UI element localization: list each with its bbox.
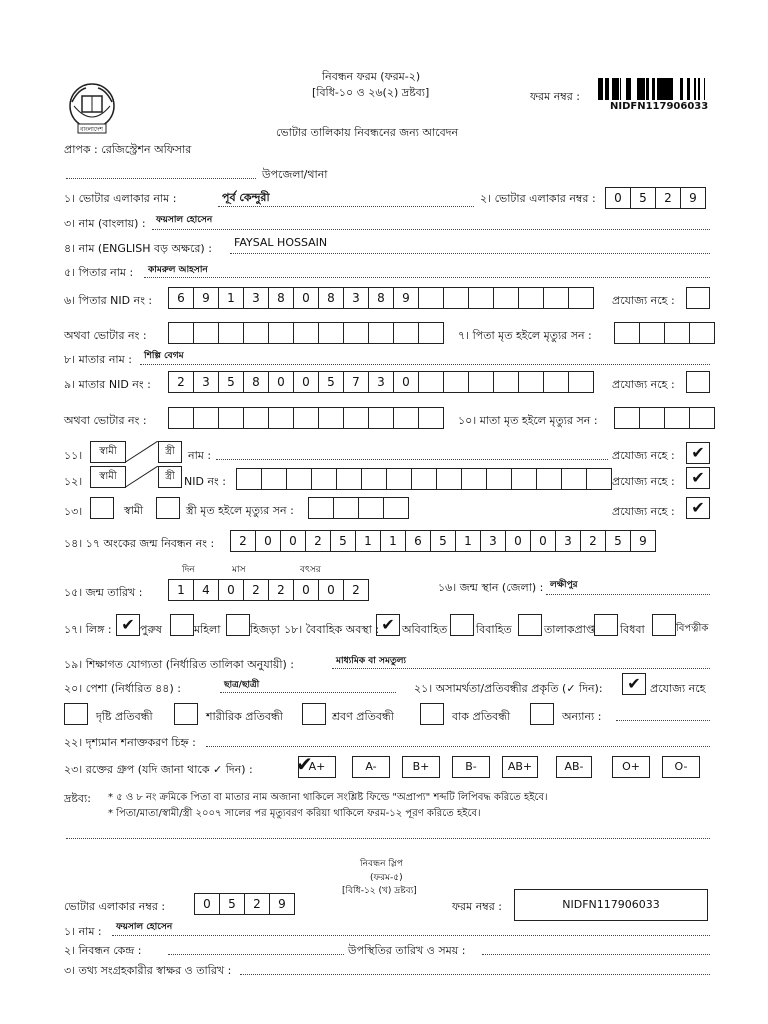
form-title: নিবন্ধন ফরম (ফরম-২) <box>322 70 421 83</box>
digit-box[interactable] <box>468 287 494 309</box>
digit-box[interactable]: 7 <box>343 371 369 393</box>
f21-label <box>414 680 603 699</box>
digit-box[interactable] <box>236 468 262 490</box>
f4-value[interactable]: FAYSAL HOSSAIN <box>234 236 328 249</box>
visual-disability-label: দৃষ্টি প্রতিবন্ধী <box>96 710 153 723</box>
digit-box[interactable] <box>586 468 612 490</box>
f15-label: ১৫। জন্ম তারিখ : <box>64 586 143 599</box>
blood-group-opos[interactable]: O+ <box>612 756 650 778</box>
digit-box[interactable] <box>218 407 244 429</box>
blood-group-bpos[interactable]: B+ <box>402 756 440 778</box>
f23-suffix: দিন) : <box>225 763 253 776</box>
f9-na-checkbox[interactable] <box>686 371 710 393</box>
father-death-year-boxes[interactable] <box>614 322 714 344</box>
month-label: মাস <box>232 565 246 575</box>
f16-value[interactable]: লক্ষীপুর <box>550 580 578 590</box>
f21-na-label: প্রযোজ্য নহে <box>650 682 706 695</box>
mother-voter-no-label: অথবা ভোটার নং : <box>64 414 147 427</box>
digit-box[interactable]: 1 <box>455 530 481 552</box>
visual-disability-checkbox[interactable] <box>64 703 88 725</box>
digit-box[interactable]: 3 <box>243 287 269 309</box>
digit-box[interactable]: 0 <box>505 530 531 552</box>
digit-box[interactable]: 3 <box>480 530 506 552</box>
digit-box[interactable] <box>193 407 219 429</box>
digit-box[interactable] <box>418 322 444 344</box>
birth-registration-boxes[interactable] <box>230 530 655 552</box>
note-label: দ্রষ্টব্য: <box>64 792 91 805</box>
digit-box[interactable] <box>318 407 344 429</box>
f11-na-checkbox[interactable]: ✔ <box>686 442 710 464</box>
f21-suffix: দিন): <box>579 682 603 695</box>
f20-value[interactable]: ছাত্র/ছাত্রী <box>224 680 260 690</box>
digit-box[interactable]: 8 <box>368 287 394 309</box>
digit-box[interactable]: 5 <box>219 893 245 915</box>
digit-box[interactable]: 3 <box>368 371 394 393</box>
blood-group-abpos[interactable]: AB+ <box>502 756 538 778</box>
digit-box[interactable]: 6 <box>405 530 431 552</box>
form-rule: [বিধি-১০ ও ২৬(২) দ্রষ্টব্য] <box>312 86 430 99</box>
unmarried-checkbox[interactable]: ✔ <box>376 614 400 636</box>
hijra-label: হিজড়া <box>250 623 280 636</box>
f13-husband-checkbox[interactable] <box>90 497 114 519</box>
f6-label: ৬। পিতার NID নং : <box>64 294 153 307</box>
digit-box[interactable] <box>361 468 387 490</box>
female-checkbox[interactable] <box>170 614 194 636</box>
digit-box[interactable]: 8 <box>243 371 269 393</box>
slip-s2-label: ২। নিবন্ধন কেন্দ্র : <box>64 944 142 957</box>
digit-box[interactable]: 2 <box>244 893 270 915</box>
upazila-label: উপজেলা/থানা <box>262 168 328 181</box>
digit-box[interactable]: 5 <box>218 371 244 393</box>
digit-box[interactable] <box>393 322 419 344</box>
digit-box[interactable]: 5 <box>318 371 344 393</box>
digit-box[interactable] <box>664 322 690 344</box>
digit-box[interactable]: 8 <box>268 287 294 309</box>
digit-box[interactable] <box>443 371 469 393</box>
digit-box[interactable] <box>518 287 544 309</box>
divorced-checkbox[interactable] <box>518 614 542 636</box>
f11-no: ১১। <box>64 449 83 462</box>
f17-label: ১৭। লিঙ্গ : <box>64 623 112 636</box>
digit-box[interactable]: 8 <box>318 287 344 309</box>
day-label: দিন <box>182 565 195 575</box>
digit-box[interactable] <box>511 468 537 490</box>
digit-box[interactable]: 5 <box>430 530 456 552</box>
mother-voter-no-boxes[interactable] <box>168 407 443 429</box>
male-checkbox[interactable]: ✔ <box>116 614 140 636</box>
digit-box[interactable] <box>318 322 344 344</box>
digit-box[interactable]: 4 <box>193 579 219 601</box>
digit-box[interactable] <box>218 322 244 344</box>
digit-box[interactable] <box>243 322 269 344</box>
f3-value[interactable]: ফয়সাল হোসেন <box>156 215 213 225</box>
digit-box[interactable] <box>639 322 665 344</box>
digit-box[interactable]: 3 <box>343 287 369 309</box>
f3-label: ৩। নাম (বাংলায়) : <box>64 217 146 230</box>
digit-box[interactable]: 2 <box>230 530 256 552</box>
other-disability-checkbox[interactable] <box>530 703 554 725</box>
f8-label: ৮। মাতার নাম : <box>64 353 132 366</box>
f18-label: ১৮। বৈবাহিক অবস্থা : <box>284 623 380 636</box>
f14-label: ১৪। ১৭ অংকের জন্ম নিবন্ধন নং : <box>64 537 215 550</box>
digit-box[interactable] <box>536 468 562 490</box>
digit-box[interactable] <box>543 287 569 309</box>
slip-s3-label: ৩। তথ্য সংগ্রহকারীর স্বাক্ষর ও তারিখ : <box>64 964 232 977</box>
digit-box[interactable] <box>664 407 690 429</box>
digit-box[interactable] <box>461 468 487 490</box>
physical-disability-label: শারীরিক প্রতিবন্ধী <box>206 710 283 723</box>
blood-group-oneg[interactable]: O- <box>662 756 700 778</box>
digit-box[interactable]: 3 <box>555 530 581 552</box>
digit-box[interactable] <box>418 371 444 393</box>
slip-rule: [বিধি-১২ (খ) দ্রষ্টব্য] <box>342 886 417 896</box>
f11-name-label: নাম : <box>188 449 212 462</box>
digit-box[interactable] <box>308 497 334 519</box>
f13-no: ১৩। <box>64 505 83 518</box>
digit-box[interactable] <box>493 287 519 309</box>
digit-box[interactable] <box>343 407 369 429</box>
f23-label-text: ২৩। রক্তের গ্রুপ (যদি জানা থাকে <box>64 763 210 776</box>
f13-wife-death-label: স্ত্রী মৃত হইলে মৃত্যুর সন : <box>186 504 294 517</box>
f10-label: ১০। মাতা মৃত হইলে মৃত্যুর সন : <box>458 414 598 427</box>
digit-box[interactable]: 2 <box>168 371 194 393</box>
digit-box[interactable]: 0 <box>318 579 344 601</box>
voter-area-number-boxes[interactable] <box>605 187 705 209</box>
hearing-disability-checkbox[interactable] <box>302 703 326 725</box>
f13-wife-checkbox[interactable] <box>156 497 180 519</box>
digit-box[interactable]: 9 <box>630 530 656 552</box>
wife-death-year-boxes[interactable] <box>308 497 408 519</box>
birth-date-boxes[interactable] <box>168 579 368 601</box>
digit-box[interactable] <box>268 407 294 429</box>
application-title: ভোটার তালিকায় নিবন্ধনের জন্য আবেদন <box>276 126 459 139</box>
recipient: প্রাপক : রেজিস্ট্রেশন অফিসার <box>64 143 192 156</box>
year-label: বৎসর <box>300 565 321 575</box>
digit-box[interactable]: 0 <box>268 371 294 393</box>
digit-box[interactable]: 0 <box>293 371 319 393</box>
f12-nid-label: NID নং : <box>184 475 226 488</box>
digit-box[interactable] <box>493 371 519 393</box>
digit-box[interactable] <box>689 407 715 429</box>
f19-label: ১৯। শিক্ষাগত যোগ্যতা (নির্ধারিত তালিকা অনুযায়ী) : <box>64 658 294 671</box>
digit-box[interactable] <box>614 407 640 429</box>
slip-s1-label: ১। নাম : <box>64 925 102 938</box>
digit-box[interactable] <box>639 407 665 429</box>
digit-box[interactable] <box>418 407 444 429</box>
f20-label: ২০। পেশা (নির্ধারিত ৪৪) : <box>64 682 181 695</box>
digit-box[interactable]: 2 <box>655 187 681 209</box>
digit-box[interactable] <box>293 407 319 429</box>
digit-box[interactable]: 6 <box>168 287 194 309</box>
form-number-label: ফরম নম্বর : <box>530 90 580 103</box>
digit-box[interactable]: 2 <box>305 530 331 552</box>
digit-box[interactable] <box>193 322 219 344</box>
f11-wife-box[interactable]: স্ত্রী <box>158 441 182 463</box>
digit-box[interactable] <box>443 287 469 309</box>
f4-label: ৪। নাম (ENGLISH বড় অক্ষরে) : <box>64 242 212 255</box>
f22-label: ২২। দৃশ্যমান শনাক্তকরণ চিহ্ন : <box>64 736 196 749</box>
f12-husband-box[interactable]: স্বামী <box>90 466 126 488</box>
digit-box[interactable]: 1 <box>355 530 381 552</box>
digit-box[interactable] <box>561 468 587 490</box>
digit-box[interactable]: 0 <box>280 530 306 552</box>
digit-box[interactable] <box>293 322 319 344</box>
digit-box[interactable] <box>261 468 287 490</box>
digit-box[interactable]: 1 <box>168 579 194 601</box>
widower-checkbox[interactable] <box>652 614 676 636</box>
barcode-text: NIDFN117906033 <box>610 101 709 112</box>
f12-wife-box[interactable]: স্ত্রী <box>158 466 182 488</box>
tick-icon: ✓ <box>213 763 223 776</box>
male-label: পুরুষ <box>140 623 162 636</box>
blood-group-aneg[interactable]: A- <box>352 756 390 778</box>
digit-box[interactable]: 9 <box>193 287 219 309</box>
digit-box[interactable]: 0 <box>218 579 244 601</box>
slip-s1-value[interactable]: ফয়সাল হোসেন <box>116 922 173 932</box>
digit-box[interactable]: 2 <box>580 530 606 552</box>
slip-title: নিবন্ধন স্লিপ <box>360 859 403 869</box>
f23-label <box>64 761 253 780</box>
digit-box[interactable] <box>268 322 294 344</box>
female-label: মহিলা <box>194 623 221 636</box>
hijra-checkbox[interactable] <box>226 614 250 636</box>
f21-na-checkbox[interactable]: ✔ <box>622 673 646 695</box>
digit-box[interactable] <box>311 468 337 490</box>
digit-box[interactable]: 1 <box>218 287 244 309</box>
hearing-disability-label: শ্রবণ প্রতিবন্ধী <box>332 710 394 723</box>
digit-box[interactable]: 0 <box>293 579 319 601</box>
digit-box[interactable]: 5 <box>330 530 356 552</box>
other-disability-label: অন্যান্য : <box>562 710 602 723</box>
f5-value[interactable]: কামরুল আহসান <box>148 265 208 275</box>
digit-box[interactable]: 9 <box>269 893 295 915</box>
father-nid-boxes[interactable] <box>168 287 593 309</box>
digit-box[interactable]: 0 <box>293 287 319 309</box>
digit-box[interactable]: 0 <box>393 371 419 393</box>
digit-box[interactable] <box>386 468 412 490</box>
digit-box[interactable] <box>543 371 569 393</box>
digit-box[interactable] <box>411 468 437 490</box>
digit-box[interactable] <box>568 287 594 309</box>
slip-form-no-value: NIDFN117906033 <box>562 898 660 911</box>
f12-not-applicable: প্রযোজ্য নহে : <box>612 475 675 488</box>
widower-label: বিপত্নীক <box>676 623 709 634</box>
f19-value[interactable]: মাধ্যমিক বা সমতুল্য <box>336 656 407 666</box>
slip-area-number-boxes[interactable] <box>194 893 294 915</box>
slip-form-no-box[interactable] <box>514 889 708 921</box>
government-logo <box>64 80 120 136</box>
digit-box[interactable] <box>383 497 409 519</box>
f5-label: ৫। পিতার নাম : <box>64 266 134 279</box>
digit-box[interactable] <box>343 322 369 344</box>
speech-disability-checkbox[interactable] <box>420 703 444 725</box>
digit-box[interactable] <box>614 322 640 344</box>
digit-box[interactable] <box>368 322 394 344</box>
f8-value[interactable]: শিল্পি বেগম <box>144 351 184 361</box>
f13-husband-label: স্বামী <box>124 504 144 517</box>
blood-group-apos[interactable]: A+ <box>298 756 336 778</box>
f9-not-applicable: প্রযোজ্য নহে : <box>612 378 675 391</box>
digit-box[interactable] <box>168 322 194 344</box>
digit-box[interactable] <box>243 407 269 429</box>
spouse-nid-boxes[interactable] <box>236 468 611 490</box>
digit-box[interactable] <box>286 468 312 490</box>
mother-nid-boxes[interactable] <box>168 371 593 393</box>
note-2: * পিতা/মাতা/স্বামী/স্ত্রী ২০০৭ সালের পর মৃত্যুবরণ করিয়া থাকিলে ফরম-১২ পূরণ করিতে হইবে। <box>108 808 481 819</box>
f6-not-applicable: প্রযোজ্য নহে : <box>612 294 675 307</box>
digit-box[interactable] <box>486 468 512 490</box>
slip-s2b-label: উপস্থিতির তারিখ ও সময় : <box>348 944 466 957</box>
f16-label: ১৬। জন্ম স্থান (জেলা) : <box>438 581 544 594</box>
married-checkbox[interactable] <box>450 614 474 636</box>
digit-box[interactable]: 2 <box>268 579 294 601</box>
digit-box[interactable] <box>518 371 544 393</box>
logo-caption: বাংলাদেশ <box>80 126 103 133</box>
digit-box[interactable]: 2 <box>243 579 269 601</box>
speech-disability-label: বাক প্রতিবন্ধী <box>452 710 511 723</box>
digit-box[interactable]: 0 <box>605 187 631 209</box>
digit-box[interactable]: 5 <box>630 187 656 209</box>
father-voter-no-label: অথবা ভোটার নং : <box>64 329 147 342</box>
tick-icon: ✓ <box>566 682 576 695</box>
father-voter-no-boxes[interactable] <box>168 322 443 344</box>
slip-form-no-label: ফরম নম্বর : <box>452 900 502 913</box>
digit-box[interactable]: 5 <box>605 530 631 552</box>
f21-label-text: ২১। অসামর্থতা/প্রতিবন্ধীর প্রকৃতি ( <box>414 682 567 695</box>
f13-na-checkbox[interactable]: ✔ <box>686 497 710 519</box>
physical-disability-checkbox[interactable] <box>174 703 198 725</box>
digit-box[interactable] <box>468 371 494 393</box>
married-label: বিবাহিত <box>476 623 512 636</box>
digit-box[interactable] <box>393 407 419 429</box>
note-1: * ৫ ও ৮ নং ক্রমিকে পিতা বা মাতার নাম অজানা থাকিলে সংশ্লিষ্ট ফিল্ডে "অপ্রাপ্য" শব্দটি লিপিবদ্ধ করিতে হইবে। <box>108 792 548 803</box>
digit-box[interactable]: 0 <box>194 893 220 915</box>
f7-label: ৭। পিতা মৃত হইলে মৃত্যুর সন : <box>458 329 592 342</box>
f6-na-checkbox[interactable] <box>686 287 710 309</box>
widow-checkbox[interactable] <box>594 614 618 636</box>
unmarried-label: অবিবাহিত <box>402 623 448 636</box>
f2-label: ২। ভোটার এলাকার নম্বর : <box>480 192 596 205</box>
f11-not-applicable: প্রযোজ্য নহে : <box>612 449 675 462</box>
mother-death-year-boxes[interactable] <box>614 407 714 429</box>
digit-box[interactable]: 0 <box>255 530 281 552</box>
widow-label: বিধবা <box>620 623 645 636</box>
blood-selected-tick-icon: ✔ <box>296 752 313 776</box>
f12-na-checkbox[interactable]: ✔ <box>686 467 710 489</box>
digit-box[interactable] <box>368 407 394 429</box>
f1-label: ১। ভোটার এলাকার নাম : <box>64 192 177 205</box>
digit-box[interactable]: 0 <box>530 530 556 552</box>
slip-form: (ফরম-৫) <box>370 873 403 883</box>
digit-box[interactable] <box>168 407 194 429</box>
digit-box[interactable]: 9 <box>680 187 706 209</box>
f13-not-applicable: প্রযোজ্য নহে : <box>612 505 675 518</box>
digit-box[interactable] <box>689 322 715 344</box>
digit-box[interactable] <box>568 371 594 393</box>
barcode <box>598 78 714 100</box>
blood-group-abneg[interactable]: AB- <box>556 756 592 778</box>
f9-label: ৯। মাতার NID নং : <box>64 378 151 391</box>
f11-husband-box[interactable]: স্বামী <box>90 441 126 463</box>
digit-box[interactable] <box>358 497 384 519</box>
digit-box[interactable] <box>436 468 462 490</box>
slip-area-no-label: ভোটার এলাকার নম্বর : <box>64 900 166 913</box>
digit-box[interactable]: 9 <box>393 287 419 309</box>
digit-box[interactable]: 1 <box>380 530 406 552</box>
digit-box[interactable]: 3 <box>193 371 219 393</box>
digit-box[interactable]: 2 <box>343 579 369 601</box>
divorced-label: তালাকপ্রাপ্ত <box>544 623 595 636</box>
digit-box[interactable] <box>333 497 359 519</box>
f1-value: পূর্ব কেন্দুরী <box>222 191 270 204</box>
blood-group-bneg[interactable]: B- <box>452 756 490 778</box>
f12-no: ১২। <box>64 475 83 488</box>
digit-box[interactable] <box>336 468 362 490</box>
digit-box[interactable] <box>418 287 444 309</box>
